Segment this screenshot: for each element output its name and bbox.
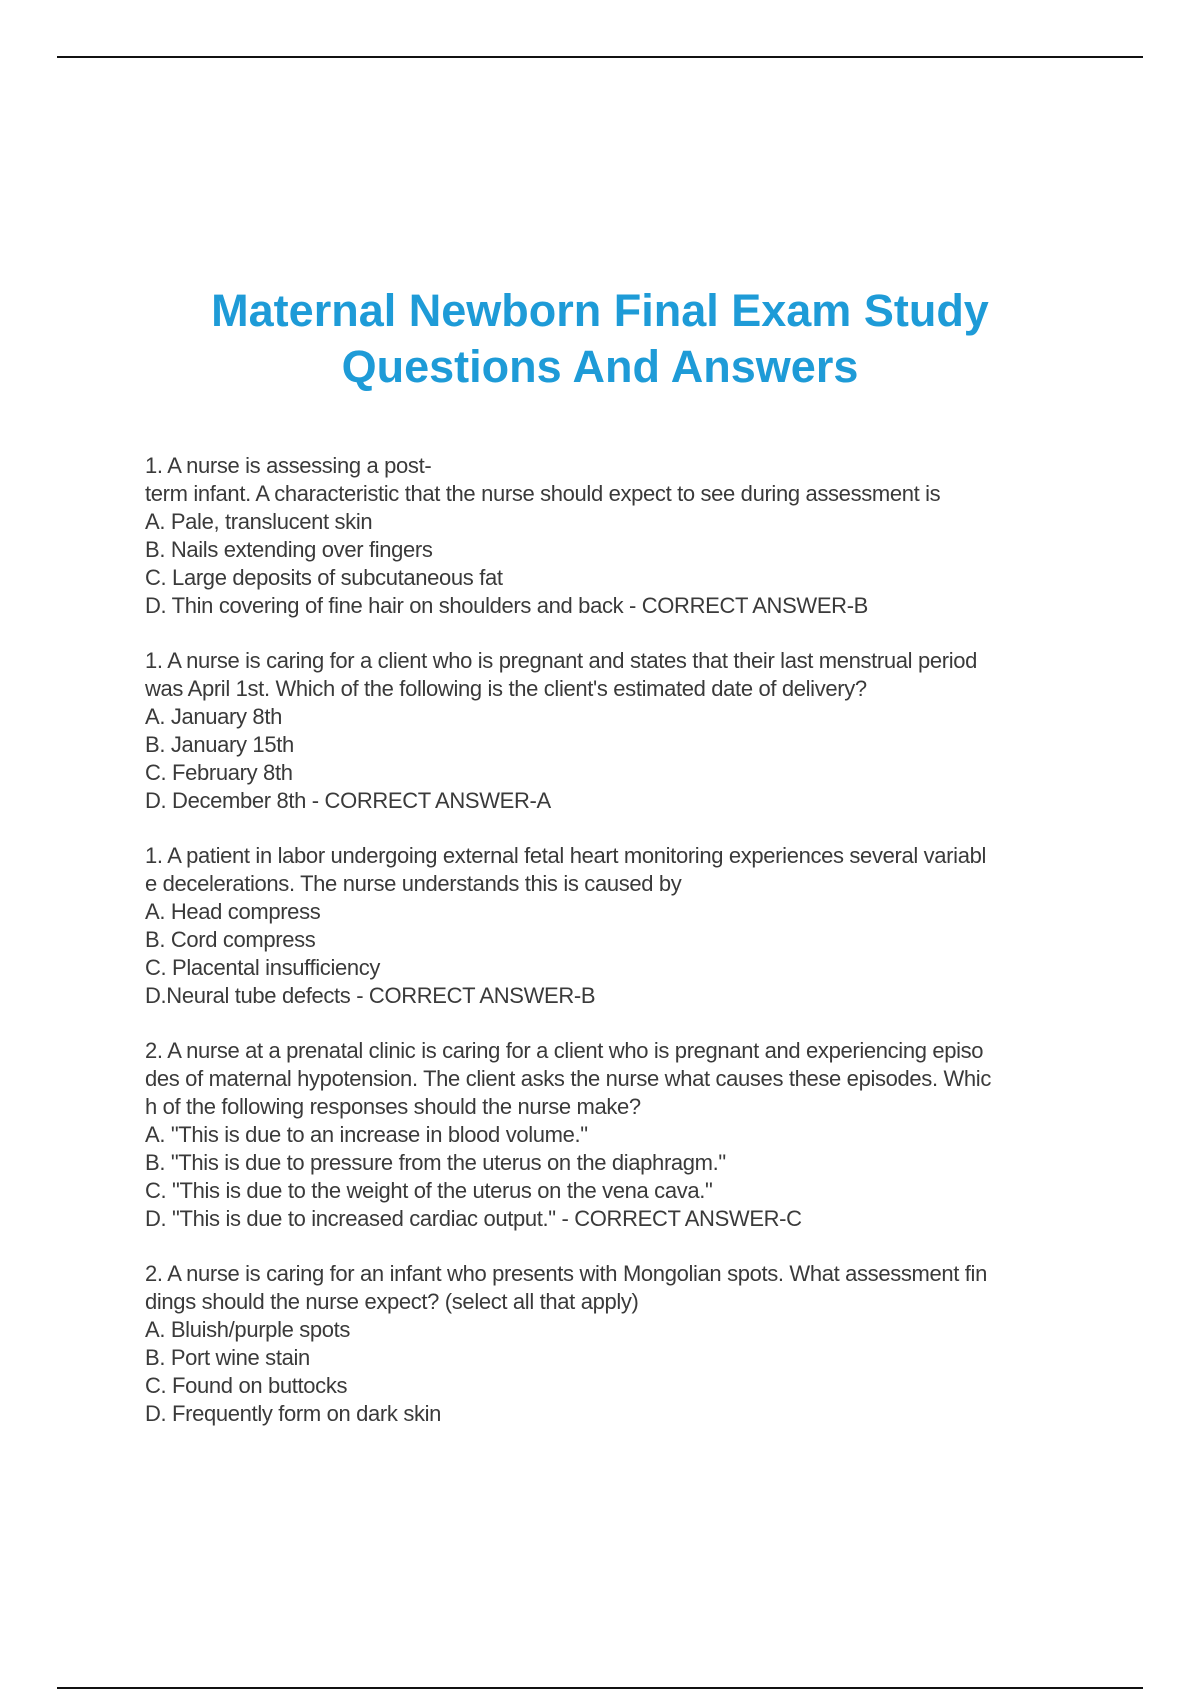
answer-option: A. January 8th	[145, 704, 282, 729]
question-line: term infant. A characteristic that the nurse should expect to see during assessment is	[145, 481, 941, 506]
question-line: was April 1st. Which of the following is the client's estimated date of delivery?	[145, 676, 867, 701]
answer-option: C. Placental insufficiency	[145, 955, 381, 980]
top-rule	[57, 56, 1143, 58]
question-line: dings should the nurse expect? (select all that apply)	[145, 1289, 639, 1314]
question-line: h of the following responses should the nurse make?	[145, 1094, 641, 1119]
answer-option: A. Pale, translucent skin	[145, 509, 373, 534]
answer-option: D. December 8th - CORRECT ANSWER-A	[145, 788, 551, 813]
answer-option: A. Bluish/purple spots	[145, 1317, 351, 1342]
question-line: 2. A nurse at a prenatal clinic is caring for a client who is pregnant and experiencing episo	[145, 1038, 984, 1063]
question-line: 1. A patient in labor undergoing external fetal heart monitoring experiences several variabl	[145, 843, 987, 868]
question-list	[145, 452, 1090, 1455]
question-line: 1. A nurse is assessing a post-	[145, 453, 432, 478]
bottom-rule	[57, 1687, 1143, 1689]
title-line-2: Questions And Answers	[341, 341, 859, 392]
question-line: e decelerations. The nurse understands this is caused by	[145, 871, 682, 896]
answer-option: D. Frequently form on dark skin	[145, 1401, 442, 1426]
answer-option: D. "This is due to increased cardiac output." - CORRECT ANSWER-C	[145, 1206, 802, 1231]
answer-option: D.Neural tube defects - CORRECT ANSWER-B	[145, 983, 596, 1008]
answer-option: C. Large deposits of subcutaneous fat	[145, 565, 503, 590]
question-block	[145, 647, 1090, 815]
question-line: des of maternal hypotension. The client asks the nurse what causes these episodes. Whic	[145, 1066, 991, 1091]
answer-option: C. February 8th	[145, 760, 293, 785]
question-block	[145, 1037, 1090, 1233]
page-title	[100, 283, 1100, 395]
answer-option: D. Thin covering of fine hair on shoulders and back - CORRECT ANSWER-B	[145, 593, 868, 618]
answer-option: B. Cord compress	[145, 927, 316, 952]
answer-option: B. "This is due to pressure from the uterus on the diaphragm."	[145, 1150, 726, 1175]
question-line: 2. A nurse is caring for an infant who presents with Mongolian spots. What assessment fin	[145, 1261, 987, 1286]
answer-option: C. Found on buttocks	[145, 1373, 348, 1398]
title-line-1: Maternal Newborn Final Exam Study	[211, 285, 989, 336]
question-block	[145, 842, 1090, 1010]
question-block	[145, 1260, 1090, 1428]
answer-option: B. January 15th	[145, 732, 294, 757]
answer-option: C. "This is due to the weight of the uterus on the vena cava."	[145, 1178, 713, 1203]
question-block	[145, 452, 1090, 620]
answer-option: B. Nails extending over fingers	[145, 537, 433, 562]
answer-option: A. "This is due to an increase in blood volume."	[145, 1122, 588, 1147]
question-line: 1. A nurse is caring for a client who is pregnant and states that their last menstrual period	[145, 648, 978, 673]
answer-option: A. Head compress	[145, 899, 321, 924]
answer-option: B. Port wine stain	[145, 1345, 310, 1370]
